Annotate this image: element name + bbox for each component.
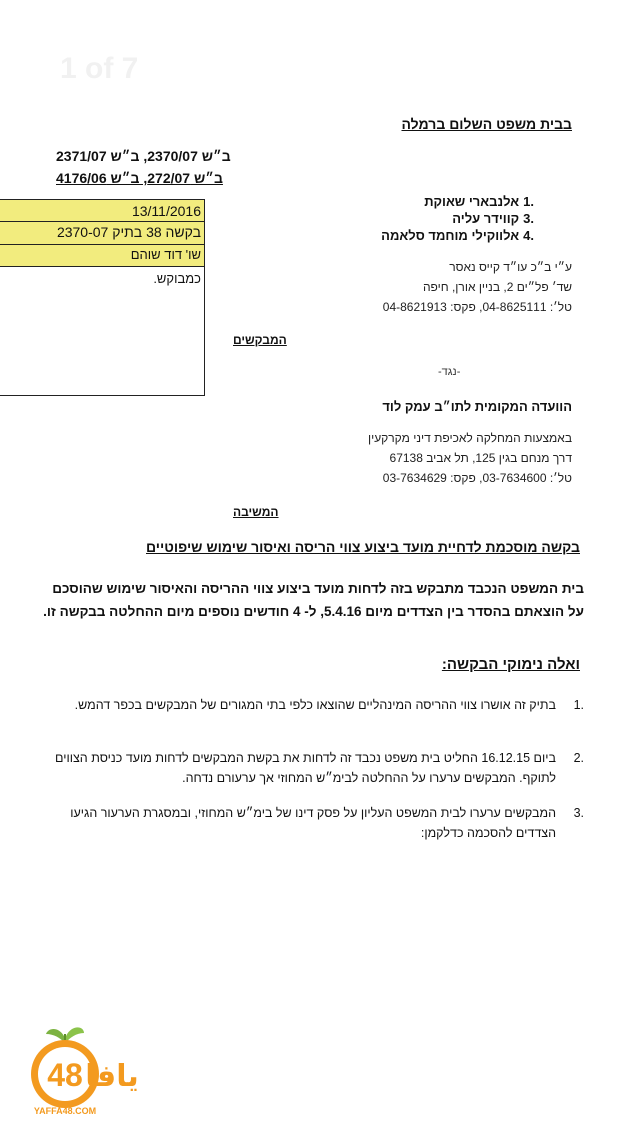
applicant-name: אלנבארי שאוקת xyxy=(424,194,520,209)
applicant-item xyxy=(381,227,534,244)
applicant-item xyxy=(381,210,534,227)
reason-text: ביום 16.12.15 החליט בית משפט נכבד זה לדחות את בקשת המבקשים לדחות מועד כניסת הצווים לתוקף. המבקשים ערערו על ההחלטה לבימ״ש המחוזי אך ערעורם נדחה. xyxy=(55,751,556,785)
respondent-via: באמצעות המחלקה לאכיפת דיני מקרקעין xyxy=(367,431,572,445)
applicant-number: .1 xyxy=(523,194,534,209)
reason-number: .3 xyxy=(573,806,584,820)
lawyer-details xyxy=(383,257,572,317)
applicant-number: .3 xyxy=(523,211,534,226)
reason-text: המבקשים ערערו לבית המשפט העליון על פסק דינו של בימ״ש המחוזי, ובמסגרת הערעור הגיעו הצדדים להסכמה כדלקמן: xyxy=(70,806,556,840)
stamp-divider xyxy=(0,221,204,222)
respondent-name: הוועדה המקומית לתו״ב עמק לוד xyxy=(382,399,572,414)
reason-text: בתיק זה אושרו צווי ההריסה המינהליים שהוצאו כלפי בתי המגורים של המבקשים בכפר דהמש. xyxy=(74,698,556,712)
svg-text:يافا: يافا xyxy=(85,1059,139,1094)
lawyer-name: ע״י ב״כ עו״ד קייס נאסר xyxy=(449,260,572,274)
court-decision-stamp xyxy=(0,199,205,396)
request-text: בית המשפט הנכבד מתבקש בזה לדחות מועד ביצוע צווי ההריסה והאיסור שימוש שהוסכם על הוצאתם בהסדר בין הצדדים מיום 5.4.16, ל- 4 חודשים נוספים מיום ההחלטה בבקשה זו. xyxy=(43,581,584,619)
svg-text:YAFFA48.COM: YAFFA48.COM xyxy=(33,1106,97,1116)
stamp-date: 13/11/2016 xyxy=(131,203,201,219)
applicant-number: .4 xyxy=(523,228,534,243)
reason-number: .1 xyxy=(573,698,584,712)
reason-number: .2 xyxy=(573,751,584,765)
reason-item xyxy=(44,748,584,788)
stamp-note: כמבוקש. xyxy=(153,271,201,286)
respondent-details xyxy=(368,428,572,488)
applicants-label: המבקשים xyxy=(233,333,287,347)
respondent-contact: טל׳: 03-7634600, פקס: 03-7634629 xyxy=(382,471,572,485)
request-subject: בקשה מוסכמת לדחיית מועד ביצוע צווי הריסה ואיסור שימוש שיפוטיים xyxy=(146,539,580,555)
respondent-label: המשיבה xyxy=(233,505,279,519)
applicant-item xyxy=(381,193,534,210)
stamp-divider xyxy=(0,244,204,245)
court-title: בבית משפט השלום ברמלה xyxy=(401,116,572,132)
yaffa48-logo xyxy=(8,1024,148,1116)
versus-label: -נגד- xyxy=(438,366,461,378)
lawyer-contact: טל׳: 04-8625111, פקס: 04-8621913 xyxy=(382,300,572,314)
case-numbers-line-1: ב״ש 2370/07, ב״ש 2371/07 xyxy=(56,148,231,164)
stamp-request-line: בקשה 38 בתיק 2370-07 xyxy=(56,224,201,240)
page-indicator: 1 of 7 xyxy=(60,52,139,85)
respondent-address: דרך מנחם בגין 125, תל אביב 67138 xyxy=(389,451,572,465)
reason-item xyxy=(44,803,584,843)
svg-text:48: 48 xyxy=(47,1057,83,1093)
applicant-name: קווידר עליה xyxy=(452,211,520,226)
applicants-list xyxy=(381,193,534,244)
lawyer-address: שד׳ פל״ים 2, בניין אורן, חיפה xyxy=(422,280,572,294)
reason-item xyxy=(44,695,584,715)
applicant-name: אלווקילי מוחמד סלאמה xyxy=(381,228,520,243)
case-numbers-line-2: ב״ש 272/07, ב״ש 4176/06 xyxy=(56,170,223,186)
reasons-title: ואלה נימוקי הבקשה: xyxy=(441,656,580,673)
stamp-judge: שו' דוד שוהם xyxy=(130,247,201,262)
